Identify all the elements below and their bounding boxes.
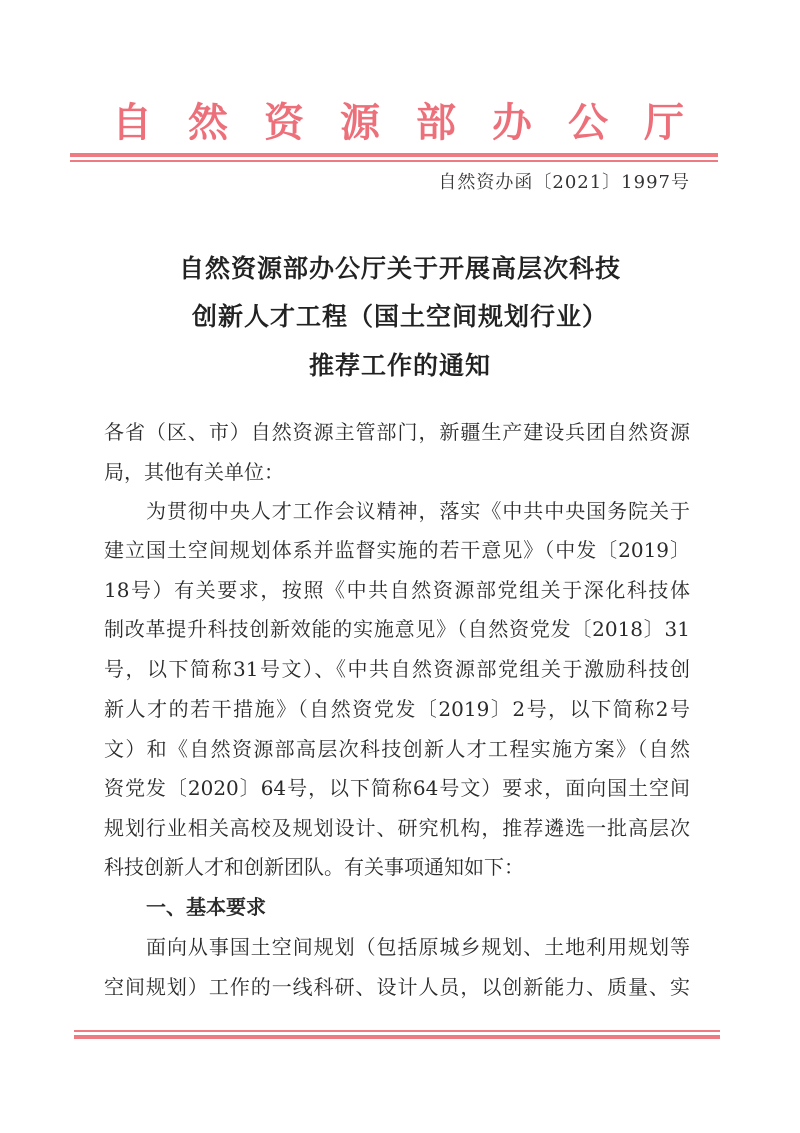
body-line: 资党发〔2020〕64号，以下简称64号文）要求，面向国土空间 — [104, 776, 690, 800]
document-title-line-3: 推荐工作的通知 — [308, 351, 491, 380]
footer-rule-thick — [74, 1035, 720, 1039]
body-line: 号，以下简称31号文）、《中共自然资源部党组关于激励科技创 — [104, 657, 690, 681]
document-number: 自然资办函〔2021〕1997号 — [438, 172, 690, 193]
body-line: 面向从事国土空间规划（包括原城乡规划、土地利用规划等 — [146, 935, 690, 959]
body-line: 为贯彻中央人才工作会议精神，落实《中共中央国务院关于 — [146, 499, 690, 523]
body-line: 新人才的若干措施》（自然资党发〔2019〕2号，以下简称2号 — [104, 697, 690, 721]
body-line: 规划行业相关高校及规划设计、研究机构，推荐遴选一批高层次 — [104, 816, 690, 840]
footer-rule-thin — [74, 1030, 720, 1032]
body-line: 制改革提升科技创新效能的实施意见》（自然资党发〔2018〕31 — [104, 617, 690, 641]
document-title-line-1: 自然资源部办公厅关于开展高层次科技 — [178, 254, 621, 283]
agency-letterhead: 自然资源部办公厅 — [112, 99, 684, 146]
header-rule-thick — [70, 153, 718, 157]
header-rule-thin — [70, 160, 718, 162]
document-title-line-2: 创新人才工程（国土空间规划行业） — [191, 302, 608, 331]
body-line: 科技创新人才和创新团队。有关事项通知如下： — [104, 855, 524, 879]
body-line: 局，其他有关单位： — [104, 460, 284, 484]
body-line: 建立国土空间规划体系并监督实施的若干意见》（中发〔2019〕 — [104, 538, 690, 562]
body-line: 18号）有关要求，按照《中共自然资源部党组关于深化科技体 — [104, 578, 690, 602]
body-line: 文）和《自然资源部高层次科技创新人才工程实施方案》（自然 — [104, 737, 690, 761]
body-line: 各省（区、市）自然资源主管部门，新疆生产建设兵团自然资源 — [104, 420, 690, 444]
section-heading: 一、基本要求 — [146, 895, 266, 919]
body-line: 空间规划）工作的一线科研、设计人员，以创新能力、质量、实 — [104, 975, 690, 999]
